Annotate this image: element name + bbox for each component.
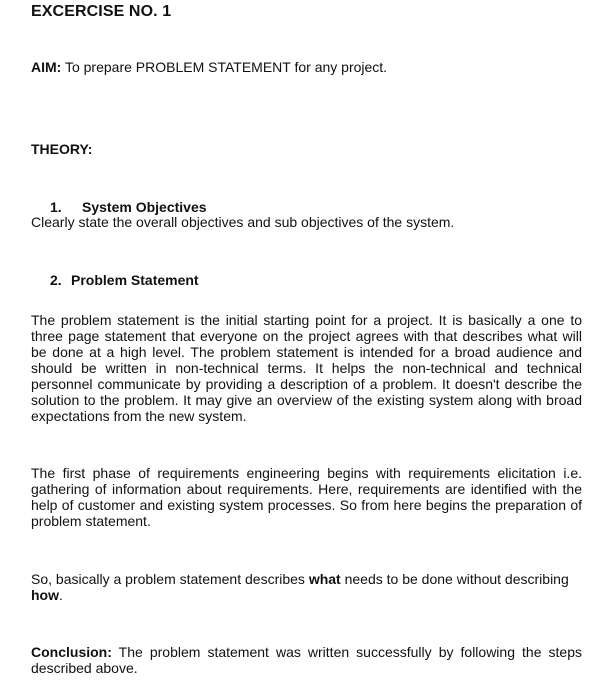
- section1-heading: [50, 199, 207, 215]
- paragraph-requirements: The first phase of requirements engineering begins with requirements elicitation i.e. gathering of information about requirements. Here, requirements are identified with the help of customer and existing system processes. So from here begins the preparation of problem statement.: [31, 465, 582, 529]
- summary-text-before: So, basically a problem statement describes: [31, 571, 309, 587]
- conclusion-paragraph: [31, 644, 582, 676]
- section2-number: 2.: [50, 272, 62, 288]
- section2-heading: [50, 272, 199, 288]
- section1-body: Clearly state the overall objectives and sub objectives of the system.: [31, 214, 455, 230]
- section2-title: Problem Statement: [71, 272, 199, 288]
- aim-label: AIM:: [31, 59, 62, 75]
- conclusion-label: Conclusion:: [31, 644, 112, 660]
- summary-text-middle: needs to be done without describing: [340, 571, 569, 587]
- theory-heading: THEORY:: [31, 141, 93, 157]
- summary-text-after: .: [59, 587, 63, 603]
- section1-title: System Objectives: [82, 199, 207, 215]
- aim-line: [31, 59, 387, 75]
- summary-how: how: [31, 587, 59, 603]
- paragraph-problem-statement: The problem statement is the initial starting point for a project. It is basically a one to three page statement that everyone on the project agrees with that describes what will be done at a high level. The problem statement is intended for a broad audience and should be written in non-technical terms. It helps the non-technical and technical personnel communicate by providing a description of a problem. It doesn't describe the solution to the problem. It may give an overview of the existing system along with broad expectations from the new system.: [31, 312, 582, 424]
- exercise-title: EXCERCISE NO. 1: [31, 3, 172, 20]
- section1-number: 1.: [50, 199, 62, 215]
- summary-what: what: [308, 571, 341, 587]
- paragraph-summary: [31, 571, 582, 603]
- aim-text: To prepare PROBLEM STATEMENT for any project.: [61, 59, 388, 75]
- conclusion-text: The problem statement was written successfully by following the steps described above.: [31, 644, 582, 676]
